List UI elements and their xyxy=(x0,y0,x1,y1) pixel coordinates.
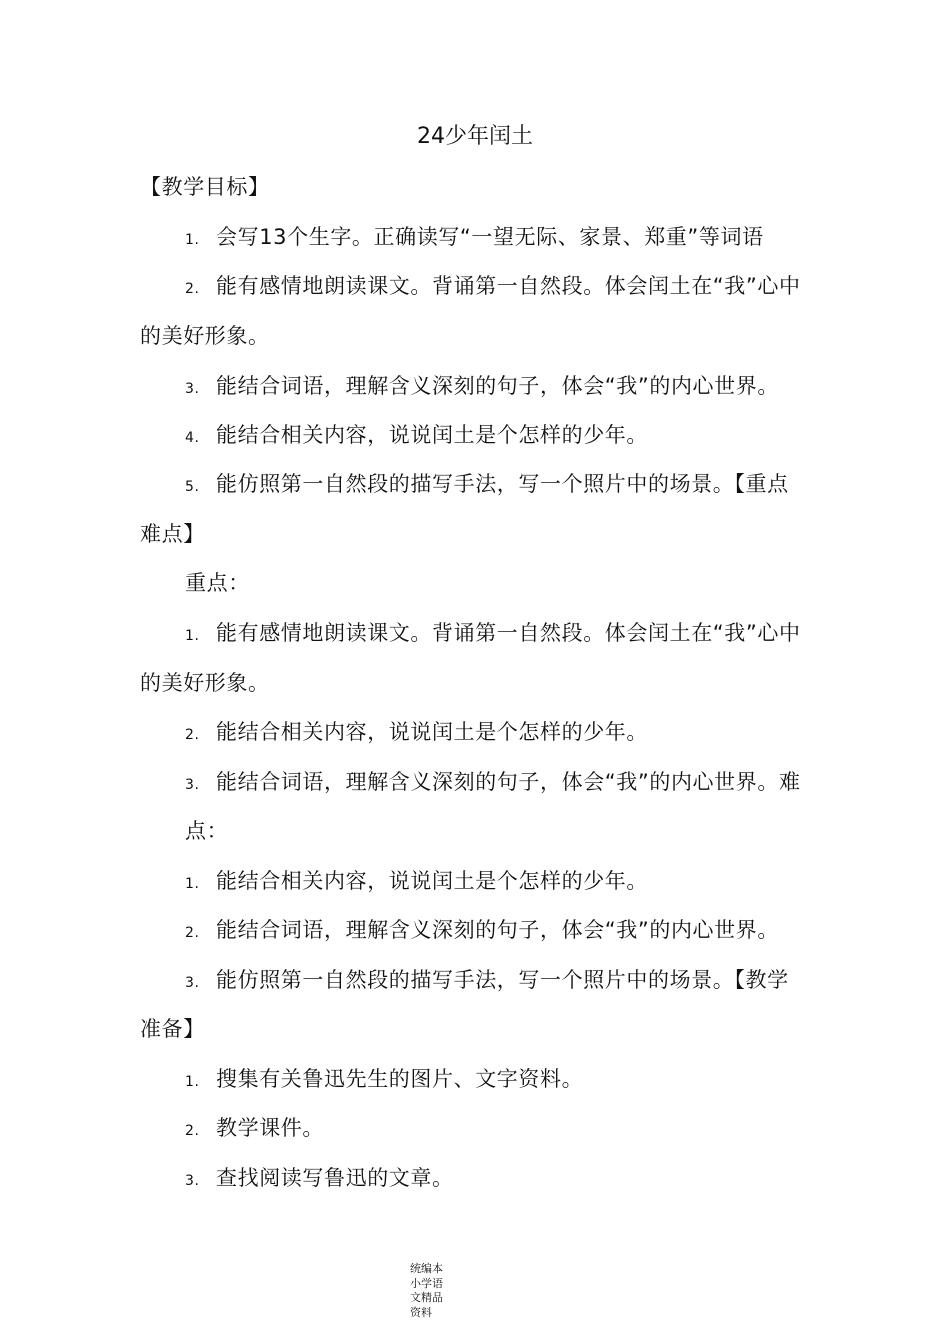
item-text: 查找阅读写鲁迅的文章。 xyxy=(216,1166,454,1190)
item-text: 会写13个生字。正确读写“一望无际、家景、郑重”等词语 xyxy=(216,225,764,249)
item-text: 能有感情地朗读课文。背诵第一自然段。体会闰土在“我”心中 xyxy=(216,621,801,645)
item-number: 3. xyxy=(185,1173,200,1189)
preparation-item xyxy=(185,1163,454,1196)
item-number: 1. xyxy=(185,232,200,248)
goal-item xyxy=(185,469,789,502)
goals-heading: 【教学目标】 xyxy=(140,175,270,199)
difficult-point-item xyxy=(185,965,789,998)
item-number: 3. xyxy=(185,381,200,397)
preparation-item xyxy=(185,1064,583,1097)
footer-line: 统编本 xyxy=(410,1262,443,1275)
preparation-item xyxy=(185,1113,324,1146)
footer-line: 资料 xyxy=(410,1305,432,1319)
item-number: 2. xyxy=(185,1123,200,1139)
item-text: 能结合相关内容，说说闰土是个怎样的少年。 xyxy=(216,423,648,447)
footer-line: 文精品 xyxy=(410,1291,443,1304)
difficult-point-continuation: 准备】 xyxy=(140,1017,205,1041)
item-text: 能结合词语，理解含义深刻的句子，体会“我”的内心世界。 xyxy=(216,918,779,942)
footer-note xyxy=(410,1262,454,1320)
footer-line: 小学语 xyxy=(410,1276,443,1290)
difficult-points-label: 点： xyxy=(185,819,229,843)
item-text: 能有感情地朗读课文。背诵第一自然段。体会闰土在“我”心中 xyxy=(216,274,801,298)
key-point-item xyxy=(185,618,801,651)
key-point-item xyxy=(185,767,801,800)
item-number: 1. xyxy=(185,876,200,892)
item-number: 1. xyxy=(185,1074,200,1090)
key-points-label: 重点： xyxy=(185,571,250,595)
item-number: 2. xyxy=(185,281,200,297)
item-text: 教学课件。 xyxy=(216,1116,324,1140)
item-number: 2. xyxy=(185,925,200,941)
goal-item xyxy=(185,271,801,304)
goal-item-continuation: 的美好形象。 xyxy=(140,324,270,348)
goal-item xyxy=(185,371,779,404)
item-number: 2. xyxy=(185,727,200,743)
item-number: 3. xyxy=(185,975,200,991)
item-text: 能仿照第一自然段的描写手法，写一个照片中的场景。【重点 xyxy=(216,472,789,496)
item-text: 能结合相关内容，说说闰土是个怎样的少年。 xyxy=(216,869,648,893)
goal-item xyxy=(185,222,764,255)
item-text: 能结合词语，理解含义深刻的句子，体会“我”的内心世界。难 xyxy=(216,770,801,794)
item-number: 3. xyxy=(185,777,200,793)
difficult-point-item xyxy=(185,866,648,899)
item-text: 能结合词语，理解含义深刻的句子，体会“我”的内心世界。 xyxy=(216,374,779,398)
item-number: 5. xyxy=(185,479,200,495)
goal-item-continuation: 难点】 xyxy=(140,522,205,546)
item-text: 能结合相关内容，说说闰土是个怎样的少年。 xyxy=(216,720,648,744)
key-point-item xyxy=(185,717,648,750)
item-text: 搜集有关鲁迅先生的图片、文字资料。 xyxy=(216,1067,584,1091)
key-point-continuation: 的美好形象。 xyxy=(140,671,270,695)
item-number: 1. xyxy=(185,628,200,644)
difficult-point-item xyxy=(185,915,779,948)
goal-item xyxy=(185,420,648,453)
page-title: 24少年闰土 xyxy=(417,124,533,149)
item-text: 能仿照第一自然段的描写手法，写一个照片中的场景。【教学 xyxy=(216,968,789,992)
item-number: 4. xyxy=(185,430,200,446)
